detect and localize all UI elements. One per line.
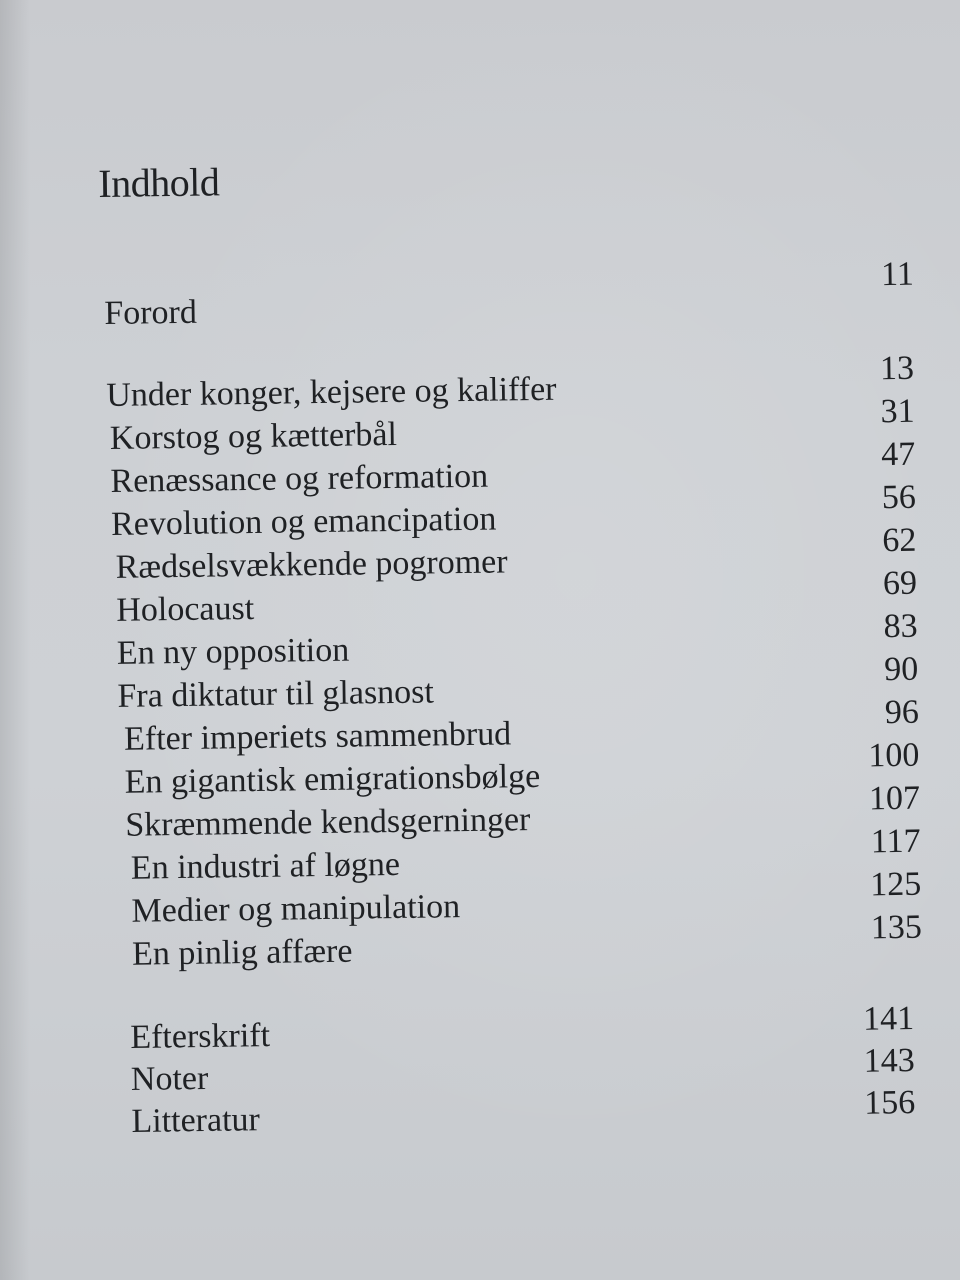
toc-entry-title: Noter [130,1059,209,1098]
toc-entry-title: Skræmmende kendsgerninger [125,801,531,844]
toc-entry-title: Efterskrift [130,1017,271,1056]
toc-entry-title: Revolution og emancipation [110,500,497,543]
toc-entry-page: 96 [884,693,920,732]
toc-entry-title: Fra diktatur til glasnost [117,673,435,715]
toc-entry-title: Rædselsvækkende pogromer [115,543,508,586]
toc-entry-title: Litteratur [131,1101,261,1140]
toc-entry-page: 135 [870,908,923,947]
toc-entry-page: 83 [883,607,918,646]
page-title: Indhold [98,159,220,206]
toc-entry-title: Efter imperiets sammenbrud [123,715,512,758]
toc-entry-page: 62 [882,521,917,560]
toc-entry-title: En gigantisk emigrationsbølge [124,757,541,801]
toc-chapters-group [106,349,923,976]
toc-entry-title: Medier og manipulation [131,888,461,930]
toc-entry-page: 100 [868,736,920,775]
toc-entry-page: 143 [863,1042,915,1080]
toc-preface-group [104,255,915,335]
toc-entry-page: 156 [864,1084,916,1122]
toc-entry-title: En industri af løgne [130,845,401,887]
toc-entry-title: Holocaust [116,589,255,629]
toc-entry-page: 47 [880,435,916,474]
toc-entry-page: 141 [862,1000,915,1038]
toc-entry-page: 31 [880,392,915,431]
toc-back-matter-group [130,1000,916,1142]
toc-entry-page: 90 [883,650,919,689]
toc-entry-page: 107 [868,779,921,818]
toc-entry-page: 56 [881,478,917,517]
toc-entry-title: En pinlig affære [131,932,353,973]
toc-entry [104,255,915,335]
toc-entry-page: 125 [869,865,922,904]
toc-entry-page: 69 [882,564,918,603]
page-shadow [0,0,30,1280]
toc-entry-page: 117 [870,822,921,861]
toc-entry-page: 11 [880,255,915,294]
toc-entry-page: 13 [879,349,915,388]
toc-entry-title: Under konger, kejsere og kaliffer [106,370,557,414]
toc-entry-title: Forord [104,293,198,332]
toc-entry-title: Renæssance og reformation [110,457,489,500]
toc-entry-title: En ny opposition [116,631,350,672]
toc-entry-title: Korstog og kætterbål [109,415,398,457]
